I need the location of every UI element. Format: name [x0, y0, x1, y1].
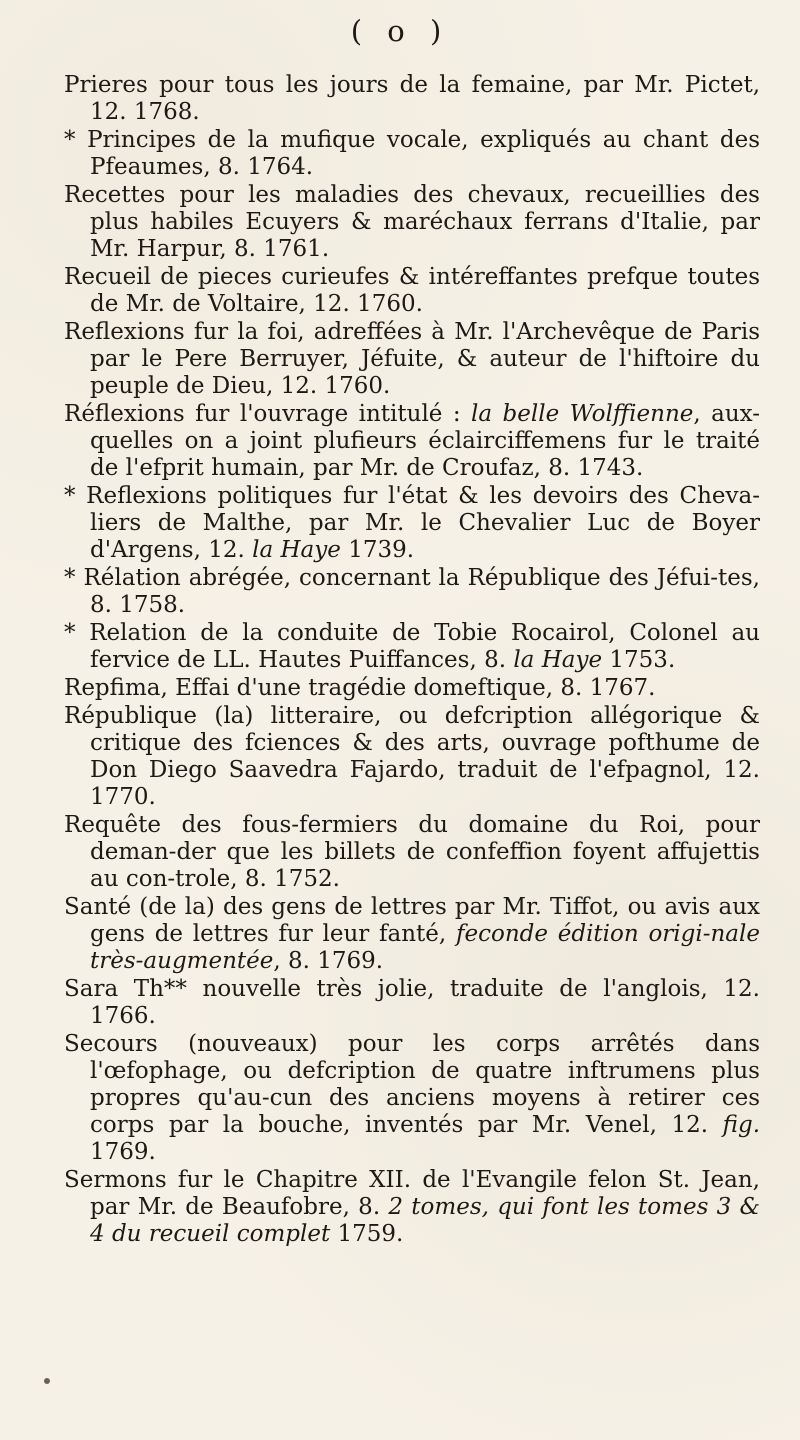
ink-speck: [44, 1378, 50, 1384]
bibliography-entry: [64, 319, 760, 400]
italic-text: la Haye: [513, 647, 603, 673]
entry-text: * Relation de la conduite de Tobie Rocairol, Colonel au fervice de LL. Hautes Puiffances, 8.: [64, 620, 760, 673]
entry-text: République (la) litteraire, ou defcription allégorique & critique des fciences & des arts, ouvrage pofthume de Don Diego Saavedra Fajardo, traduit de l'efpagnol, 12. 1770.: [64, 703, 760, 810]
entry-text: , aux-quelles on a joint plufieurs éclairciffemens fur le traité de l'efprit humain, par Mr. de Croufaz, 8. 1743.: [90, 401, 760, 481]
bibliography-entry: [64, 1031, 760, 1166]
italic-text: la belle Wolffienne: [471, 401, 694, 427]
entry-text: Prieres pour tous les jours de la femaine, par Mr. Pictet, 12. 1768.: [64, 72, 760, 125]
entry-text: 1753.: [602, 647, 676, 673]
bibliography-entry: [64, 182, 760, 263]
bibliography-entry: [64, 675, 760, 702]
entry-text: Santé (de la) des gens de lettres par Mr. Tiffot, ou avis aux gens de lettres fur leur fanté,: [64, 894, 760, 947]
entry-text: * Principes de la mufique vocale, expliqués au chant des Pfeaumes, 8. 1764.: [64, 127, 760, 180]
entry-text: 1759.: [330, 1221, 404, 1247]
page-number: ( o ): [350, 14, 450, 48]
bibliography-list: [64, 72, 760, 1248]
entry-text: Réflexions fur l'ouvrage intitulé :: [64, 401, 472, 427]
bibliography-entry: [64, 72, 760, 126]
bibliography-entry: [64, 565, 760, 619]
bibliography-entry: [64, 127, 760, 181]
bibliography-entry: [64, 812, 760, 893]
italic-text: fig.: [722, 1112, 760, 1138]
bibliography-entry: [64, 264, 760, 318]
italic-text: la Haye: [252, 537, 341, 563]
italic-text: 2 tomes, qui font les tomes 3 & 4 du recueil complet: [90, 1194, 761, 1247]
bibliography-entry: [64, 894, 760, 975]
entry-text: , 8. 1769.: [273, 948, 384, 974]
entry-text: * Rélation abrégée, concernant la République des Jéfui-tes, 8. 1758.: [64, 565, 760, 618]
entry-text: Requête des fous-fermiers du domaine du Roi, pour deman-der que les billets de confeffion foyent affujettis au con-trole, 8. 1752.: [64, 812, 760, 892]
bibliography-entry: [64, 1167, 760, 1248]
bibliography-entry: [64, 703, 760, 811]
entry-text: 1739.: [340, 537, 415, 563]
entry-text: * Reflexions politiques fur l'état & les devoirs des Cheva-liers de Malthe, par Mr. le Chevalier Luc de Boyer d'Argens, 12.: [64, 483, 760, 563]
entry-text: Sara Th** nouvelle très jolie, traduite de l'anglois, 12. 1766.: [64, 976, 760, 1029]
italic-text: feconde édition origi-nale très-augmentée: [90, 921, 760, 974]
entry-text: Sermons fur le Chapitre XII. de l'Evangile felon St. Jean, par Mr. de Beaufobre, 8.: [64, 1167, 760, 1220]
entry-text: Recettes pour les maladies des chevaux, recueillies des plus habiles Ecuyers & maréchaux ferrans d'Italie, par Mr. Harpur, 8. 1761.: [64, 182, 760, 262]
entry-text: Recueil de pieces curieufes & intéreffantes prefque toutes de Mr. de Voltaire, 12. 1760.: [64, 264, 760, 317]
entry-text: 1769.: [90, 1139, 156, 1165]
bibliography-entry: [64, 620, 760, 674]
entry-text: Repfima, Effai d'une tragédie domeftique, 8. 1767.: [64, 675, 656, 701]
entry-text: Reflexions fur la foi, adreffées à Mr. l'Archevêque de Paris par le Pere Berruyer, Jéfuite, & auteur de l'hiftoire du peuple de Dieu, 12. 1760.: [64, 319, 760, 399]
bibliography-entry: [64, 976, 760, 1030]
entry-text: Secours (nouveaux) pour les corps arrêtés dans l'œfophage, ou defcription de quatre inftrumens plus propres qu'au-cun des anciens moyens à retirer ces corps par la bouche, inventés par Mr. Venel, 12.: [64, 1031, 760, 1138]
bibliography-entry: [64, 483, 760, 564]
bibliography-entry: [64, 401, 760, 482]
